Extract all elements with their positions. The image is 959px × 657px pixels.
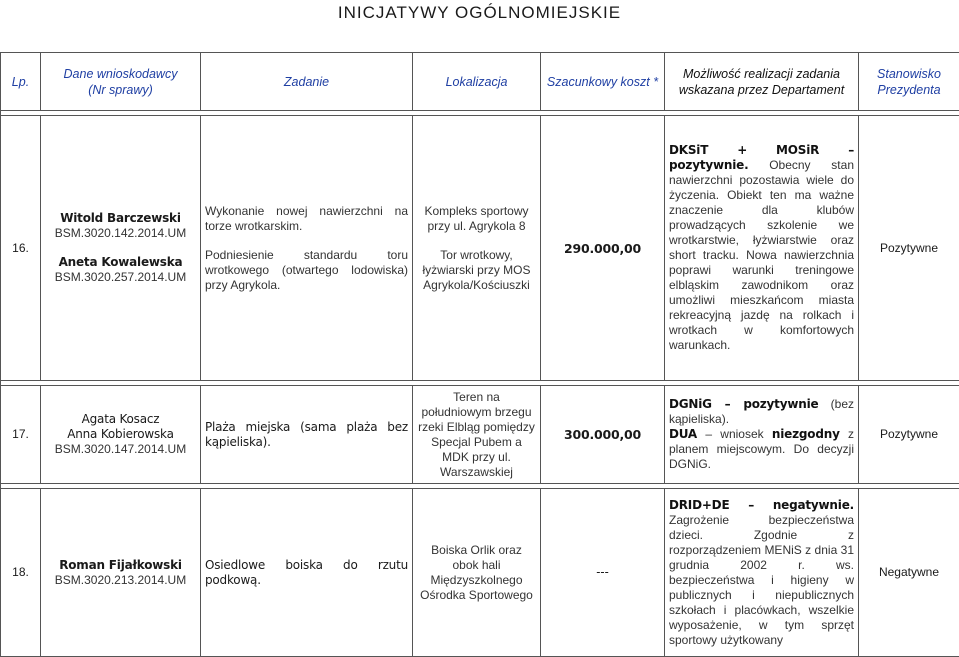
row-applicants: Agata Kosacz Anna Kobierowska BSM.3020.147.2014.UM bbox=[41, 386, 201, 484]
row-cost: --- bbox=[541, 489, 665, 657]
header-position: Stanowisko Prezydenta bbox=[859, 53, 959, 111]
header-feasibility: Możliwość realizacji zadania wskazana przez Departament bbox=[665, 53, 859, 111]
header-lp: Lp. bbox=[1, 53, 41, 111]
row-cost: 300.000,00 bbox=[541, 386, 665, 484]
row-location: Teren na południowym brzegu rzeki Elbląg pomiędzy Specjal Pubem a MDK przy ul. Warszawskiej bbox=[413, 386, 541, 484]
row-task: Wykonanie nowej nawierzchni na torze wrotkarskim. Podniesienie standardu toru wrotkowego (otwartego lodowiska) przy Agrykola. bbox=[201, 116, 413, 381]
row-position: Pozytywne bbox=[859, 116, 959, 381]
row-cost: 290.000,00 bbox=[541, 116, 665, 381]
row-feasibility: DGNiG – pozytywnie (bez kąpieliska). DUA – wniosek niezgodny z planem miejscowym. Do decyzji DGNiG. bbox=[665, 386, 859, 484]
table-row bbox=[1, 489, 959, 657]
header-task: Zadanie bbox=[201, 53, 413, 111]
table-row bbox=[1, 386, 959, 484]
row-lp: 18. bbox=[1, 489, 41, 657]
row-applicants: Witold Barczewski BSM.3020.142.2014.UM Aneta Kowalewska BSM.3020.257.2014.UM bbox=[41, 116, 201, 381]
row-applicants: Roman Fijałkowski BSM.3020.213.2014.UM bbox=[41, 489, 201, 657]
table-row bbox=[1, 116, 959, 381]
row-feasibility: DRID+DE – negatywnie. Zagrożenie bezpieczeństwa dzieci. Zgodnie z rozporządzeniem MENiS z dnia 31 grudnia 2002 r. ws. bezpieczeństwa i higieny w publicznych i niepublicznych szkołach i placówkach, wszelkie wyposażenie, w tym sprzęt sportowy użytkowany bbox=[665, 489, 859, 657]
row-position: Pozytywne bbox=[859, 386, 959, 484]
row-lp: 16. bbox=[1, 116, 41, 381]
row-lp: 17. bbox=[1, 386, 41, 484]
row-location: Boiska Orlik oraz obok hali Międzyszkolnego Ośrodka Sportowego bbox=[413, 489, 541, 657]
header-cost: Szacunkowy koszt * bbox=[541, 53, 665, 111]
initiatives-table bbox=[0, 52, 959, 657]
row-task: Plaża miejska (sama plaża bez kąpieliska). bbox=[201, 386, 413, 484]
header-applicants: Dane wnioskodawcy (Nr sprawy) bbox=[41, 53, 201, 111]
row-feasibility: DKSiT + MOSiR – pozytywnie. Obecny stan nawierzchni pozostawia wiele do życzenia. Obiekt ten ma ważne znaczenie dla klubów prowadzących szkolenie we wrotkarstwie, łyżwiarstwie oraz short tracku. Nowa nawierzchnia poprawi warunki treningowe elbląskim zawodnikom oraz umożliwi mieszkańcom miasta rekreacyjną jazdę na rolkach i wrotkach w komfortowych warunkach. bbox=[665, 116, 859, 381]
row-task: Osiedlowe boiska do rzutu podkową. bbox=[201, 489, 413, 657]
row-position: Negatywne bbox=[859, 489, 959, 657]
page-title: INICJATYWY OGÓLNOMIEJSKIE bbox=[0, 3, 959, 23]
row-location: Kompleks sportowy przy ul. Agrykola 8 Tor wrotkowy, łyżwiarski przy MOS Agrykola/Kościuszki bbox=[413, 116, 541, 381]
table-header-row bbox=[1, 53, 959, 111]
header-location: Lokalizacja bbox=[413, 53, 541, 111]
